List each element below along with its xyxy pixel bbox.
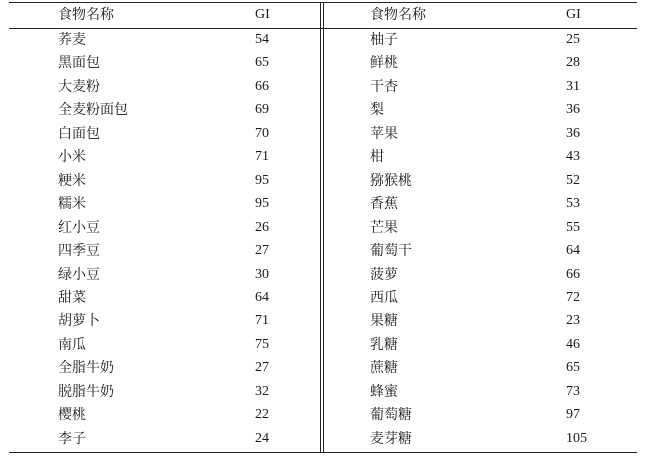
right-gi-cell: 97 bbox=[566, 407, 580, 422]
right-food-cell: 葡萄糖 bbox=[370, 407, 412, 423]
left-gi-cell: 27 bbox=[255, 243, 269, 258]
right-gi-cell: 36 bbox=[566, 126, 580, 141]
right-gi-cell: 66 bbox=[566, 267, 580, 282]
right-food-cell: 苹果 bbox=[370, 126, 398, 142]
left-food-cell: 黑面包 bbox=[58, 55, 100, 71]
left-gi-cell: 95 bbox=[255, 173, 269, 188]
left-food-cell: 胡萝卜 bbox=[58, 313, 100, 329]
gi-table bbox=[9, 0, 637, 454]
left-gi-cell: 66 bbox=[255, 79, 269, 94]
right-gi-cell: 46 bbox=[566, 337, 580, 352]
right-header-gi: GI bbox=[566, 7, 581, 22]
left-food-cell: 红小豆 bbox=[58, 220, 100, 236]
left-gi-cell: 65 bbox=[255, 55, 269, 70]
right-food-cell: 乳糖 bbox=[370, 337, 398, 353]
left-food-cell: 白面包 bbox=[58, 126, 100, 142]
left-gi-cell: 64 bbox=[255, 290, 269, 305]
left-header-food: 食物名称 bbox=[58, 7, 114, 23]
right-food-cell: 蜂蜜 bbox=[370, 384, 398, 400]
left-food-cell: 大麦粉 bbox=[58, 79, 100, 95]
left-food-cell: 甜菜 bbox=[58, 290, 86, 306]
right-gi-cell: 28 bbox=[566, 55, 580, 70]
left-gi-cell: 75 bbox=[255, 337, 269, 352]
left-gi-cell: 69 bbox=[255, 102, 269, 117]
right-gi-cell: 23 bbox=[566, 313, 580, 328]
right-food-cell: 柚子 bbox=[370, 32, 398, 48]
left-food-cell: 全脂牛奶 bbox=[58, 360, 114, 376]
left-food-cell: 李子 bbox=[58, 431, 86, 447]
right-food-cell: 菠萝 bbox=[370, 267, 398, 283]
column-divider bbox=[320, 2, 321, 453]
right-food-cell: 麦芽糖 bbox=[370, 431, 412, 447]
left-gi-cell: 24 bbox=[255, 431, 269, 446]
right-food-cell: 果糖 bbox=[370, 313, 398, 329]
left-gi-cell: 30 bbox=[255, 267, 269, 282]
left-gi-cell: 26 bbox=[255, 220, 269, 235]
column-divider bbox=[323, 2, 324, 453]
right-header-food: 食物名称 bbox=[370, 7, 426, 23]
left-gi-cell: 71 bbox=[255, 313, 269, 328]
left-food-cell: 四季豆 bbox=[58, 243, 100, 259]
right-food-cell: 梨 bbox=[370, 102, 384, 118]
left-gi-cell: 22 bbox=[255, 407, 269, 422]
left-food-cell: 绿小豆 bbox=[58, 267, 100, 283]
right-food-cell: 鲜桃 bbox=[370, 55, 398, 71]
right-food-cell: 猕猴桃 bbox=[370, 173, 412, 189]
right-gi-cell: 73 bbox=[566, 384, 580, 399]
left-gi-cell: 70 bbox=[255, 126, 269, 141]
right-gi-cell: 64 bbox=[566, 243, 580, 258]
left-gi-cell: 54 bbox=[255, 32, 269, 47]
right-food-cell: 芒果 bbox=[370, 220, 398, 236]
left-gi-cell: 71 bbox=[255, 149, 269, 164]
right-gi-cell: 52 bbox=[566, 173, 580, 188]
left-food-cell: 全麦粉面包 bbox=[58, 102, 128, 118]
left-food-cell: 樱桃 bbox=[58, 407, 86, 423]
left-header-gi: GI bbox=[255, 7, 270, 22]
right-food-cell: 蔗糖 bbox=[370, 360, 398, 376]
right-food-cell: 香蕉 bbox=[370, 196, 398, 212]
right-gi-cell: 31 bbox=[566, 79, 580, 94]
right-gi-cell: 43 bbox=[566, 149, 580, 164]
left-food-cell: 小米 bbox=[58, 149, 86, 165]
right-gi-cell: 36 bbox=[566, 102, 580, 117]
right-gi-cell: 72 bbox=[566, 290, 580, 305]
right-gi-cell: 25 bbox=[566, 32, 580, 47]
left-food-cell: 脱脂牛奶 bbox=[58, 384, 114, 400]
right-food-cell: 西瓜 bbox=[370, 290, 398, 306]
right-gi-cell: 105 bbox=[566, 431, 587, 446]
left-gi-cell: 32 bbox=[255, 384, 269, 399]
right-food-cell: 干杏 bbox=[370, 79, 398, 95]
left-food-cell: 粳米 bbox=[58, 173, 86, 189]
right-gi-cell: 53 bbox=[566, 196, 580, 211]
right-gi-cell: 65 bbox=[566, 360, 580, 375]
right-food-cell: 柑 bbox=[370, 149, 384, 165]
right-food-cell: 葡萄干 bbox=[370, 243, 412, 259]
left-food-cell: 荞麦 bbox=[58, 32, 86, 48]
right-gi-cell: 55 bbox=[566, 220, 580, 235]
left-gi-cell: 27 bbox=[255, 360, 269, 375]
left-food-cell: 糯米 bbox=[58, 196, 86, 212]
left-gi-cell: 95 bbox=[255, 196, 269, 211]
left-food-cell: 南瓜 bbox=[58, 337, 86, 353]
